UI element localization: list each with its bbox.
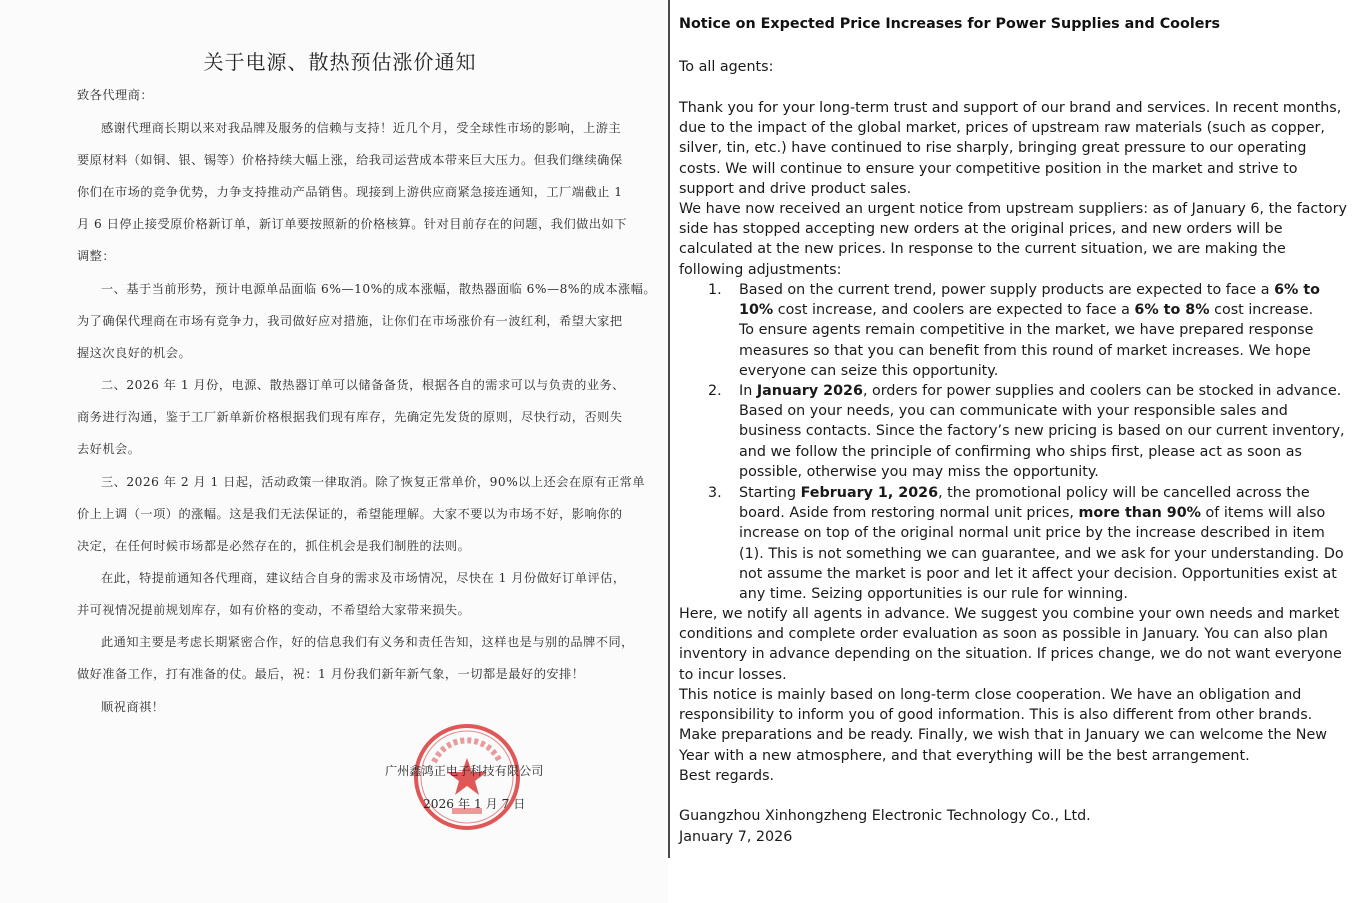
item-bold-text: February 1, 2026 xyxy=(800,485,939,501)
chinese-original-document xyxy=(0,0,668,903)
item-bold-text: January 2026 xyxy=(756,383,863,399)
chinese-date: 2026 年 1 月 7 日 xyxy=(423,797,526,811)
list-item-text xyxy=(739,280,1351,381)
chinese-closing: 顺祝商祺！ xyxy=(101,700,165,714)
item-extra-text: To ensure agents remain competitive in the market, we have prepared response measures so that you can benefit from this round of market increases. We hope everyone can seize this opportunity. xyxy=(739,322,1314,379)
item-text: , orders for power supplies and coolers can be stocked in advance. Based on your needs, you can communicate with your responsible sales and business contacts. Since the factory’s new pricing is based on our current inventory, and we follow the principle of confirming who ships first, please act as soon as possible, otherwise you may miss the opportunity. xyxy=(739,383,1345,480)
chinese-body-line: 并可视情况提前规划库存，如有价格的变动，不希望给大家带来损失。 xyxy=(77,603,471,617)
list-number: 2. xyxy=(708,383,722,399)
english-translation-document xyxy=(670,0,1360,903)
english-paragraph-4: This notice is mainly based on long-term close cooperation. We have an obligation and responsibility to inform you of good information. This is also different from other brands. Make preparations and be ready. Finally, we wish that in January we can welcome the New Year with a new atmosphere, and that everything will be the best arrangement. xyxy=(679,687,1327,764)
chinese-body-line: 调整： xyxy=(77,249,116,263)
list-item-text xyxy=(739,381,1351,482)
english-paragraph-2: We have now received an urgent notice from upstream suppliers: as of January 6, the factory side has stopped accepting new orders at the original prices, and new orders will be calculated at the new prices. In response to the current situation, we are making the following adjustments: xyxy=(679,201,1347,278)
english-closing: Best regards. xyxy=(679,768,775,784)
item-bold-text: 6% to 8% xyxy=(1134,302,1210,319)
item-text: Based on the current trend, power supply products are expected to face a xyxy=(739,282,1275,298)
chinese-greeting: 致各代理商： xyxy=(77,88,154,102)
chinese-body-line: 握这次良好的机会。 xyxy=(77,346,192,360)
chinese-body-line: 价上上调（一项）的涨幅。这是我们无法保证的，希望能理解。大家不要以为市场不好，影响你的 xyxy=(77,507,623,521)
english-paragraph-3: Here, we notify all agents in advance. We suggest you combine your own needs and market conditions and complete order evaluation as soon as possible in January. You can also plan inventory in advance depending on the situation. If prices change, we do not want everyone to incur losses. xyxy=(679,606,1342,683)
list-item-text xyxy=(739,483,1351,604)
chinese-body-line: 做好准备工作，打有准备的仗。最后，祝：1 月份我们新年新气象，一切都是最好的安排！ xyxy=(77,667,585,681)
english-title: Notice on Expected Price Increases for Power Supplies and Coolers xyxy=(679,16,1220,32)
list-number: 1. xyxy=(708,282,722,298)
chinese-body-line: 在此，特提前通知各代理商，建议结合自身的需求及市场情况，尽快在 1 月份做好订单评估， xyxy=(101,571,626,585)
chinese-title: 关于电源、散热预估涨价通知 xyxy=(203,50,477,74)
chinese-body-line: 月 6 日停止接受原价格新订单，新订单要按照新的价格核算。针对目前存在的问题，我们做出如下 xyxy=(77,217,627,231)
chinese-body-line: 感谢代理商长期以来对我品牌及服务的信赖与支持！近几个月，受全球性市场的影响，上游主 xyxy=(101,121,622,135)
chinese-body-line: 一、基于当前形势，预计电源单品面临 6%—10%的成本涨幅，散热器面临 6%—8%的成本涨幅。 xyxy=(101,282,657,296)
chinese-body-line: 为了确保代理商在市场有竞争力，我司做好应对措施，让你们在市场涨价有一波红利，希望大家把 xyxy=(77,314,623,328)
item-bold-text: more than 90% xyxy=(1078,505,1201,522)
item-text: , the promotional policy will be cancelled across the board. Aside from restoring normal unit prices, xyxy=(739,485,1310,522)
chinese-body-line: 此通知主要是考虑长期紧密合作，好的信息我们有义务和责任告知，这样也是与别的品牌不同， xyxy=(101,635,634,649)
english-company-name: Guangzhou Xinhongzheng Electronic Technology Co., Ltd. xyxy=(679,808,1091,824)
chinese-body-line: 二、2026 年 1 月份，电源、散热器订单可以储备备货，根据各自的需求可以与负责的业务、 xyxy=(101,378,625,392)
list-number: 3. xyxy=(708,485,722,501)
item-text: cost increase. xyxy=(1209,302,1314,319)
chinese-company-name: 广州鑫鸿正电子科技有限公司 xyxy=(385,764,544,778)
english-date: January 7, 2026 xyxy=(679,829,793,845)
item-text: Starting xyxy=(739,485,801,501)
english-greeting: To all agents: xyxy=(679,59,774,75)
item-text: In xyxy=(739,383,757,399)
chinese-body-line: 去好机会。 xyxy=(77,442,141,456)
chinese-body-line: 商务进行沟通，鉴于工厂新单新价格根据我们现有库存，先确定先发货的原则，尽快行动，否则失 xyxy=(77,410,623,424)
item-text: cost increase, and coolers are expected to face a xyxy=(773,302,1135,319)
item-text: of items will also increase on top of the original normal unit price by the increase described in item (1). This is not something we can guarantee, and we ask for your understanding. Do not assume the market is poor and let it affect your decision. Opportunities exist at any time. Seizing opportunities is our rule for winning. xyxy=(739,505,1344,603)
chinese-body-line: 你们在市场的竞争优势，力争支持推动产品销售。现接到上游供应商紧急接连通知，工厂端截止 1 xyxy=(77,185,623,199)
chinese-body-line: 三、2026 年 2 月 1 日起，活动政策一律取消。除了恢复正常单价，90%以上还会在原有正常单 xyxy=(101,475,646,489)
item-bold-text: 6% to 10% xyxy=(739,282,1321,319)
chinese-body-line: 决定，在任何时候市场都是必然存在的，抓住机会是我们制胜的法则。 xyxy=(77,539,471,553)
chinese-body-line: 要原材料（如铜、银、锡等）价格持续大幅上涨，给我司运营成本带来巨大压力。但我们继续确保 xyxy=(77,153,623,167)
english-paragraph-1: Thank you for your long-term trust and support of our brand and services. In recent months, due to the impact of the global market, prices of upstream raw materials (such as copper, silver, tin, etc.) have continued to rise sharply, bringing great pressure to our operating costs. We will continue to ensure your competitive position in the market and strive to support and drive product sales. xyxy=(679,100,1342,197)
